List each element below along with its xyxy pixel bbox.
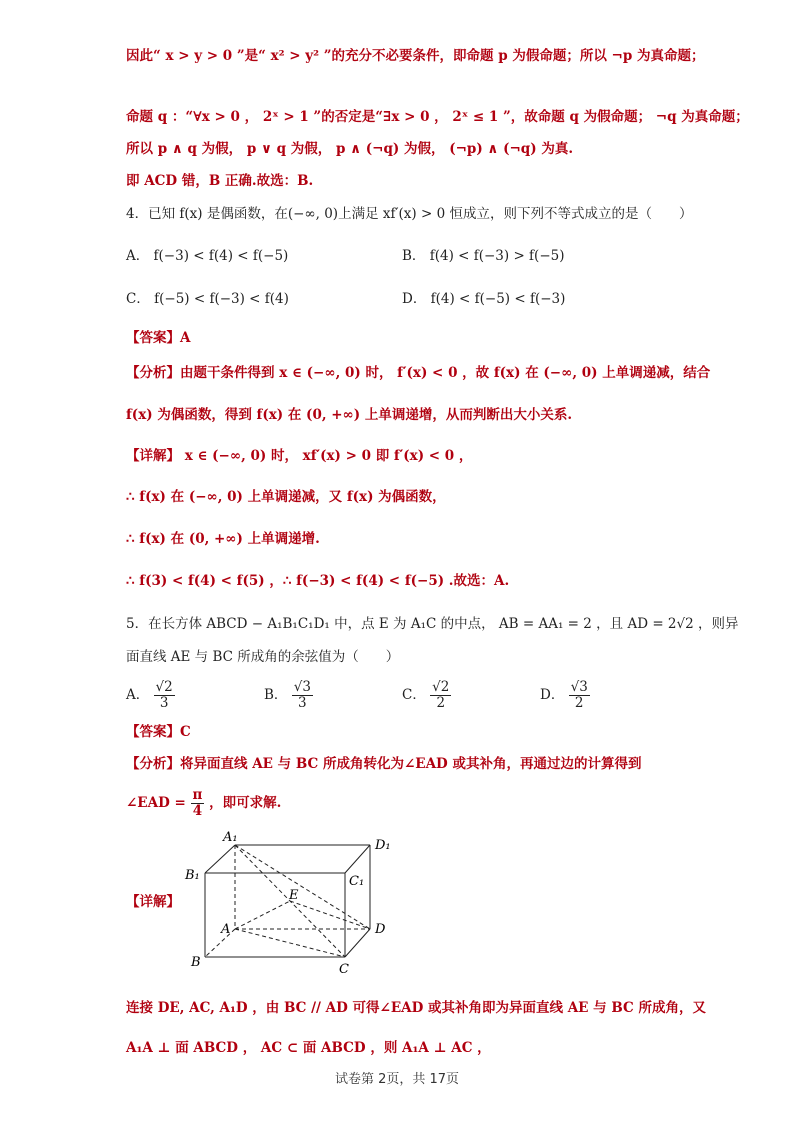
q4-option-b: B． f(4) < f(−3) > f(−5) [402,248,565,264]
detail-5-label: 【详解】 [126,894,180,910]
question-4: 4．已知 f(x) 是偶函数，在(−∞, 0)上满足 xf′(x) > 0 恒成立，则下列不等式成立的是（ ） [126,206,693,222]
detail-5-a: 连接 DE, AC, A₁D ，由 BC // AD 可得∠EAD 或其补角即为异面直线 AE 与 BC 所成角，又 [126,1000,706,1016]
answer-4: 【答案】A [126,330,191,346]
analysis-4-b: f(x) 为偶函数，得到 f(x) 在 (0, +∞) 上单调递增，从而判断出大小关系. [126,407,573,423]
detail-4-b: ∴ f(x) 在 (−∞, 0) 上单调递减，又 f(x) 为偶函数， [126,489,446,505]
label-c: C [339,962,349,977]
label-c1: C₁ [349,874,365,889]
q5-option-d: D． $\frac{√3}{2}$ [540,679,588,711]
angle-fraction: $\frac{\pi}{4}$ [192,787,203,819]
text-line-2: 命题 q ：“∀x > 0 ， 2ˣ > 1 ”的否定是“∃x > 0 ， 2ˣ ≤ 1 ”，故命题 q 为假命题； ¬q 为真命题； [126,109,749,125]
text-line-4: 即 ACD 错，B 正确.故选：B. [126,173,314,189]
detail-4-a: 【详解】 x ∈ (−∞, 0) 时， xf′(x) > 0 即 f′(x) < 0 ， [126,448,473,464]
analysis-5-b: ∠EAD = $\frac{\pi}{4}$ ，即可求解. [126,787,282,819]
question-5-b: 面直线 AE 与 BC 所成角的余弦值为（ ） [126,649,400,665]
q4-option-c: C． f(−5) < f(−3) < f(4) [126,291,289,307]
answer-5: 【答案】C [126,724,191,740]
detail-4-d: ∴ f(3) < f(4) < f(5) ，∴ f(−3) < f(4) < f(−5) .故选：A. [126,573,510,589]
text-line-1: 因此“ x > y > 0 ”是“ x² > y² ”的充分不必要条件，即命题 p 为假命题；所以 ¬p 为真命题； [126,48,705,64]
q5-option-b-fraction: $\frac{√3}{3}$ [293,679,311,711]
label-d: D [375,922,386,937]
analysis-5-a: 【分析】将异面直线 AE 与 BC 所成角转化为∠EAD 或其补角，再通过边的计算得到 [126,756,642,772]
label-a1: A₁ [223,830,238,845]
q5-option-d-fraction: $\frac{√3}{2}$ [570,679,588,711]
q5-option-a-fraction: $\frac{√2}{3}$ [155,679,173,711]
analysis-4-a: 【分析】由题干条件得到 x ∈ (−∞, 0) 时， f′(x) < 0 ，故 f(x) 在 (−∞, 0) 上单调递减，结合 [126,365,711,381]
label-e: E [289,888,299,903]
cuboid-figure [175,825,405,980]
q5-option-c: C． $\frac{√2}{2}$ [402,679,450,711]
q5-option-c-fraction: $\frac{√2}{2}$ [432,679,450,711]
page-footer: 试卷第 2页，共 17页 [334,1072,460,1087]
q5-option-b: B． $\frac{√3}{3}$ [264,679,311,711]
label-a: A [221,922,231,937]
detail-4-c: ∴ f(x) 在 (0, +∞) 上单调递增. [126,531,320,547]
label-d1: D₁ [375,838,391,853]
question-5-a: 5．在长方体 ABCD − A₁B₁C₁D₁ 中，点 E 为 A₁C 的中点， AB = AA₁ = 2 ，且 AD = 2√2 ，则异 [126,616,739,632]
q4-option-a: A． f(−3) < f(4) < f(−5) [126,248,289,264]
label-b: B [191,955,201,970]
q4-option-d: D． f(4) < f(−5) < f(−3) [402,291,566,307]
q5-option-a: A． $\frac{√2}{3}$ [126,679,173,711]
detail-5-b: A₁A ⊥ 面 ABCD ， AC ⊂ 面 ABCD ，则 A₁A ⊥ AC ， [126,1040,491,1056]
text-line-3: 所以 p ∧ q 为假， p ∨ q 为假， p ∧ (¬q) 为假， (¬p) ∧ (¬q) 为真. [126,141,574,157]
label-b1: B₁ [185,868,200,883]
